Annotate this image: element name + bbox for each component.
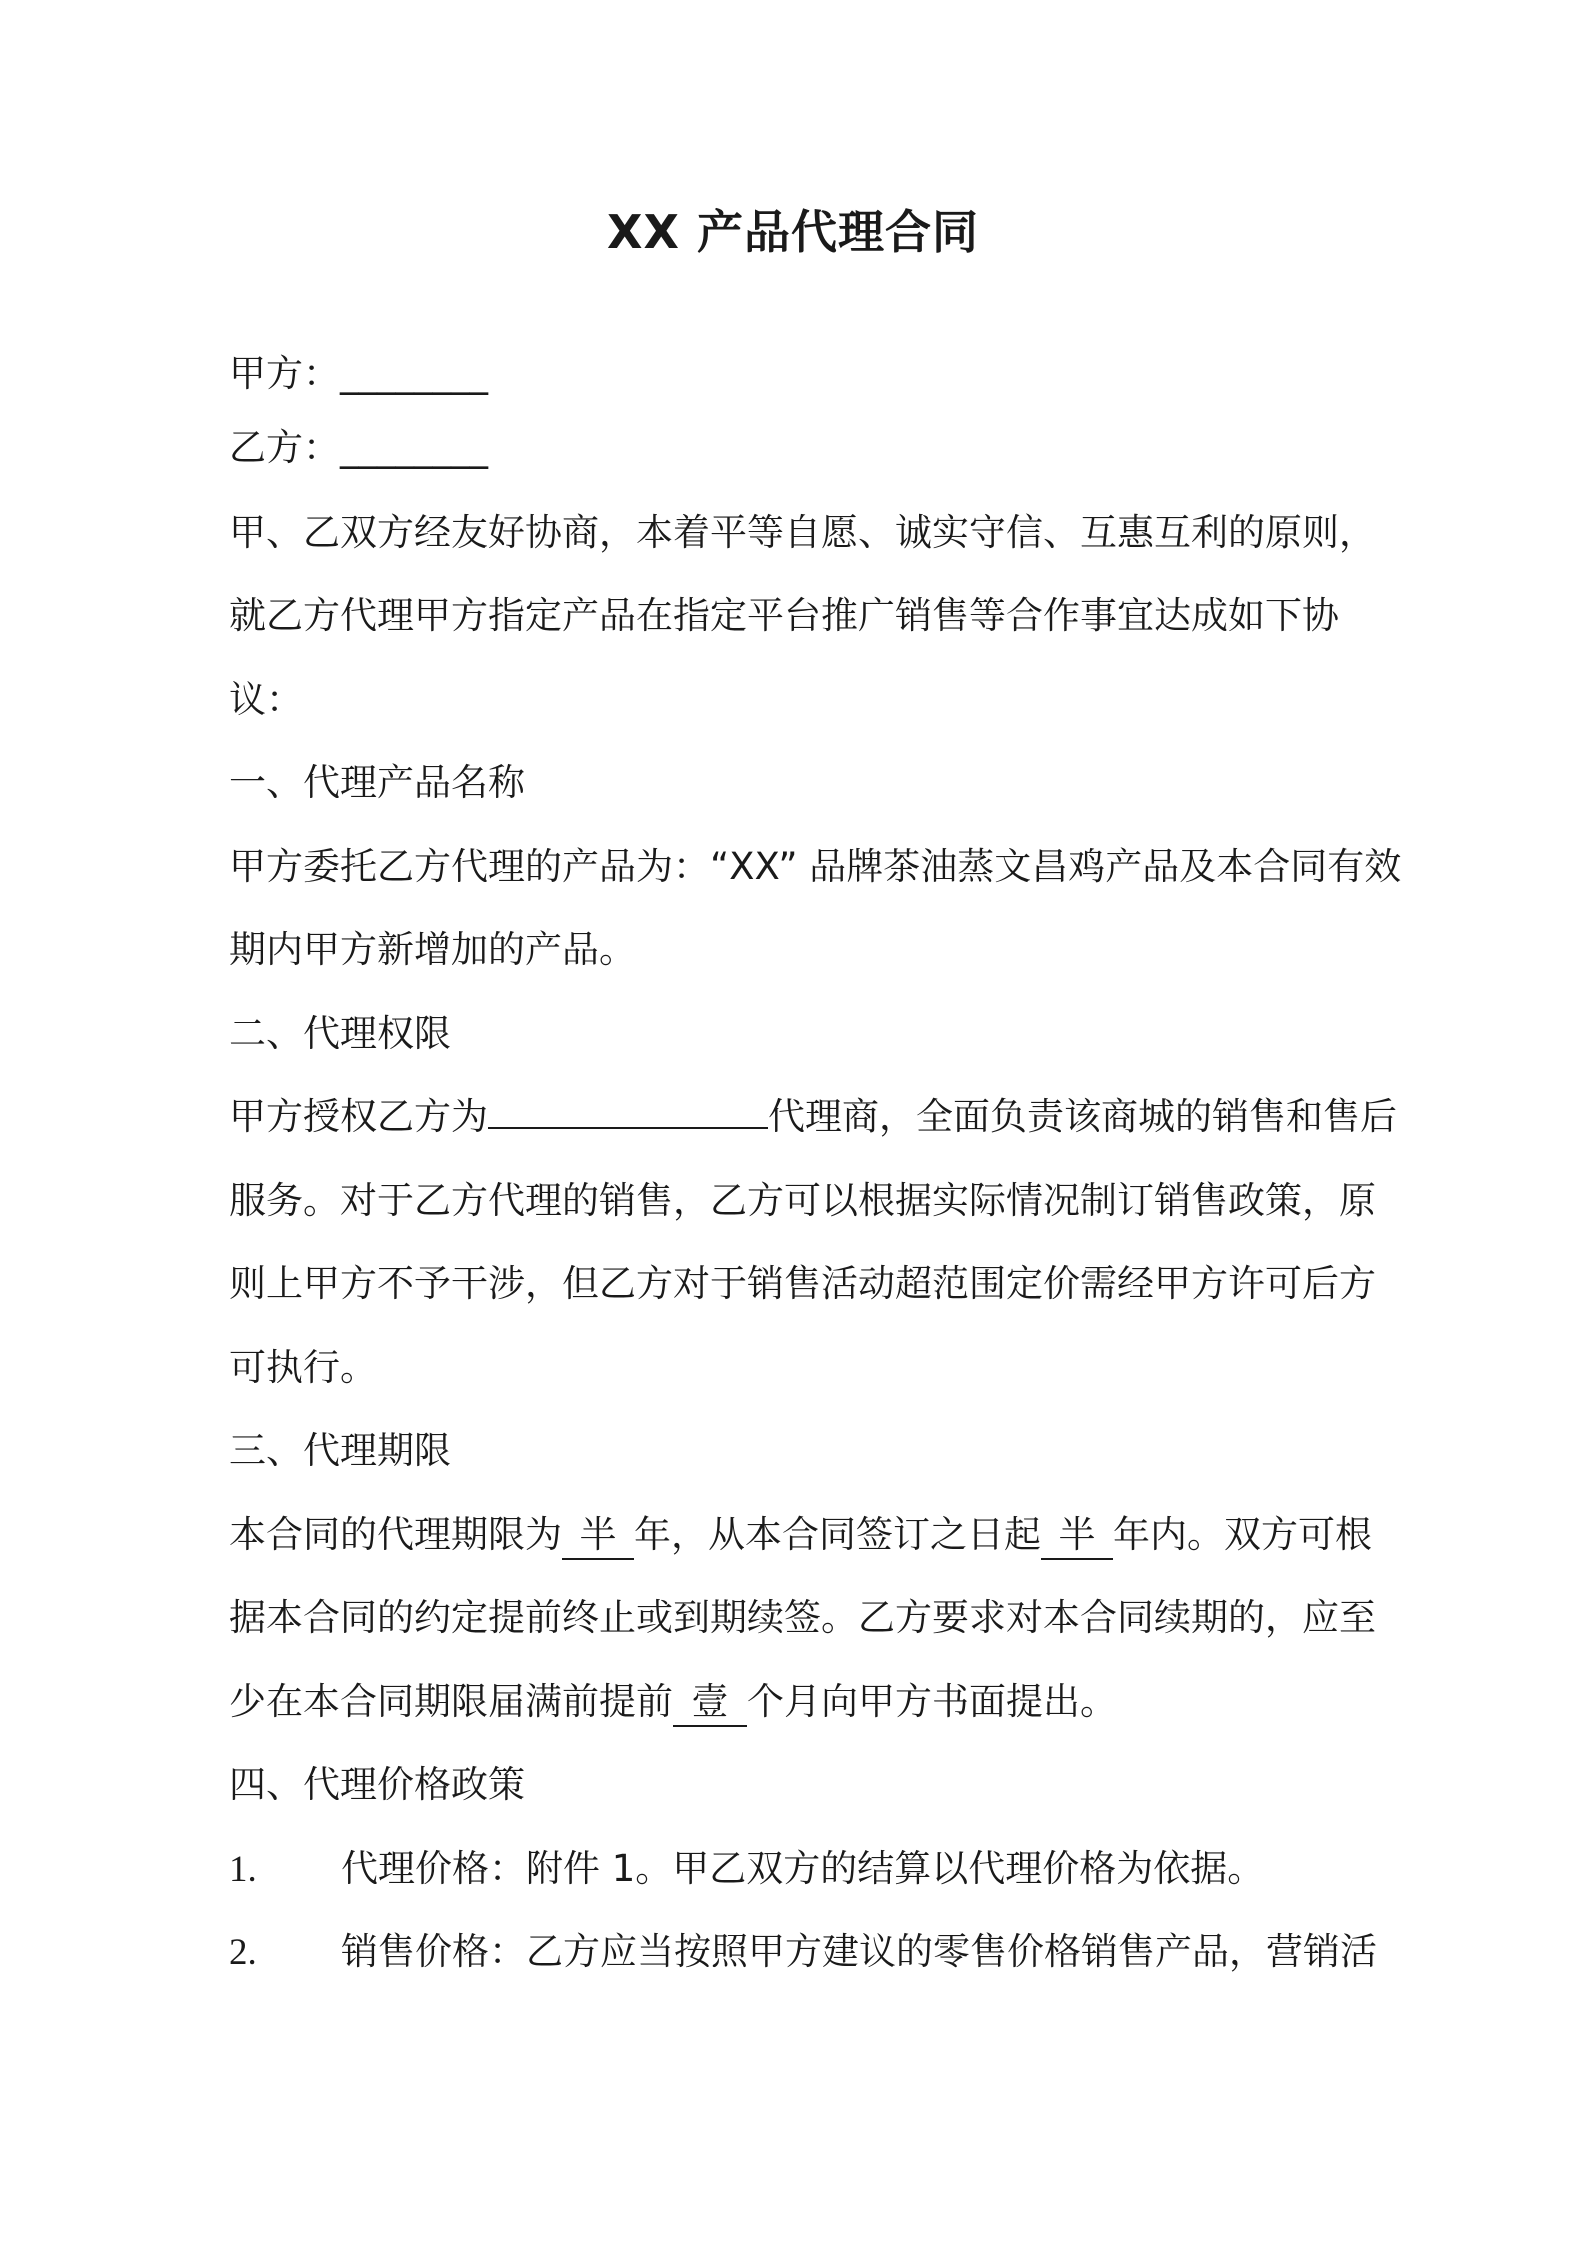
item-1-text: 代理价格：附件 1。甲乙双方的结算以代理价格为依据。 xyxy=(341,1847,1265,1890)
section-3-heading: 三、代理期限 xyxy=(229,1429,451,1472)
document-title: XX 产品代理合同 xyxy=(607,205,979,259)
section-4-item-2 xyxy=(229,1926,1409,1979)
party-b-value: ________ xyxy=(340,426,488,469)
notice-months-blank: 壹 xyxy=(673,1679,747,1727)
term-within-blank: 半 xyxy=(1041,1512,1113,1560)
term-years-blank: 半 xyxy=(562,1512,634,1560)
section-3-line-1 xyxy=(229,1509,1409,1561)
section-3-text-b: 年，从本合同签订之日起 xyxy=(634,1513,1041,1556)
party-b-label: 乙方： xyxy=(229,426,340,469)
section-2-line-3: 则上甲方不予干涉，但乙方对于销售活动超范围定价需经甲方许可后方 xyxy=(229,1262,1376,1305)
intro-line-2: 就乙方代理甲方指定产品在指定平台推广销售等合作事宜达成如下协 xyxy=(229,594,1339,637)
intro-line-1: 甲、乙双方经友好协商，本着平等自愿、诚实守信、互惠互利的原则， xyxy=(229,511,1376,554)
party-a-value: ________ xyxy=(340,352,488,395)
item-1-number: 1. xyxy=(229,1849,257,1890)
section-3-line-3 xyxy=(229,1676,1409,1728)
agency-scope-blank xyxy=(488,1127,768,1129)
section-2-line-1 xyxy=(229,1091,1409,1143)
section-4-heading: 四、代理价格政策 xyxy=(229,1763,525,1806)
party-a-line xyxy=(229,348,1409,400)
section-1-heading: 一、代理产品名称 xyxy=(229,761,525,804)
intro-line-3: 议： xyxy=(229,678,303,721)
section-2-text-after: 代理商，全面负责该商城的销售和售后 xyxy=(768,1095,1397,1138)
item-2-text: 销售价格：乙方应当按照甲方建议的零售价格销售产品，营销活 xyxy=(341,1930,1377,1973)
party-b-line xyxy=(229,422,1409,474)
section-1-line-1: 甲方委托乙方代理的产品为：“XX” 品牌茶油蒸文昌鸡产品及本合同有效 xyxy=(229,845,1402,888)
section-2-text-before: 甲方授权乙方为 xyxy=(229,1095,488,1138)
section-3-text-a: 本合同的代理期限为 xyxy=(229,1513,562,1556)
section-4-item-1 xyxy=(229,1843,1409,1896)
section-1-line-2: 期内甲方新增加的产品。 xyxy=(229,928,636,971)
section-2-line-4: 可执行。 xyxy=(229,1346,377,1389)
section-3-text-c: 年内。双方可根 xyxy=(1113,1513,1372,1556)
section-3-text-d: 少在本合同期限届满前提前 xyxy=(229,1680,673,1723)
section-3-text-e: 个月向甲方书面提出。 xyxy=(747,1680,1117,1723)
item-2-number: 2. xyxy=(229,1932,257,1973)
party-a-label: 甲方： xyxy=(229,352,340,395)
section-3-line-2: 据本合同的约定提前终止或到期续签。乙方要求对本合同续期的，应至 xyxy=(229,1596,1376,1639)
section-2-heading: 二、代理权限 xyxy=(229,1012,451,1055)
section-2-line-2: 服务。对于乙方代理的销售，乙方可以根据实际情况制订销售政策，原 xyxy=(229,1179,1376,1222)
